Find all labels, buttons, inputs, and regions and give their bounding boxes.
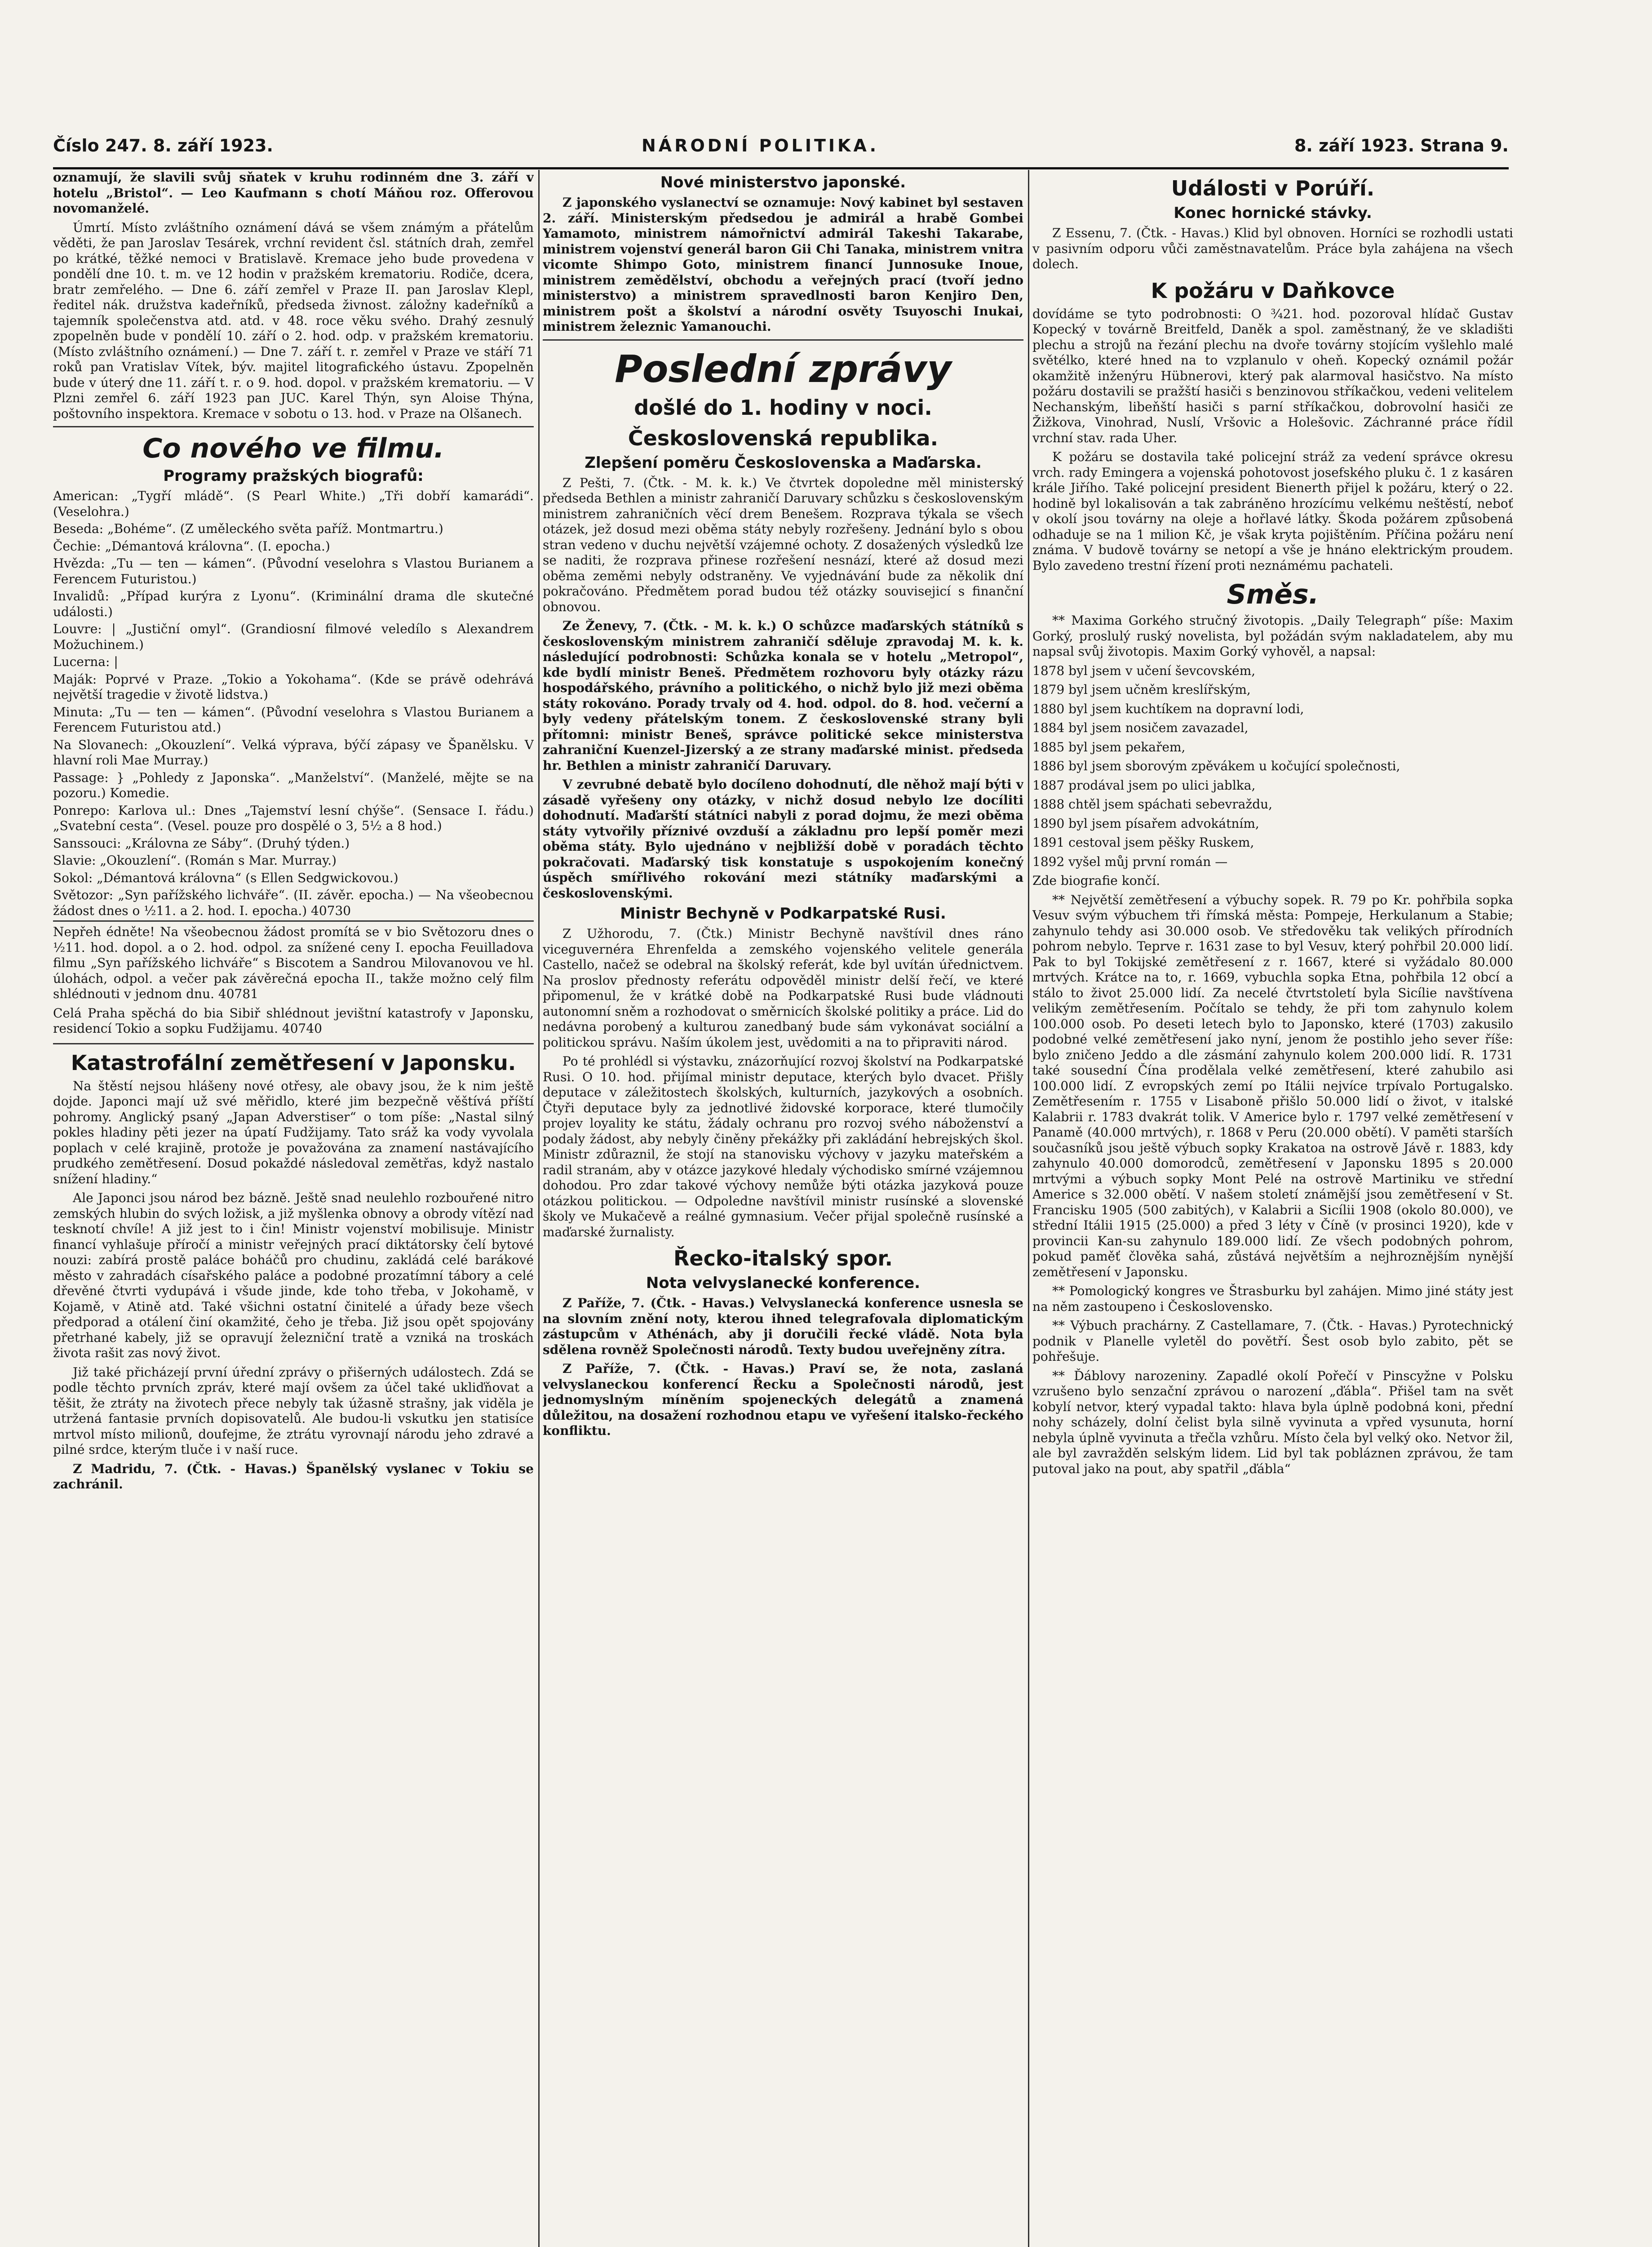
cinema-program: Sanssouci: „Královna ze Sáby“. (Druhý týden.) xyxy=(53,835,350,851)
article-paragraph: dovídáme se tyto podrobnosti: O ¾21. hod. pozoroval hlídač Gustav Kopecký v továrně Breitfeld, Daněk a spol. zaměstnaný, že ve skladišti plechu a strojů na řezání plechu na dvoře továrny stojícím vyšlehlo malé světélko, které hned na to vzplanulo v oheň. Kopecký oznámil požár okamžitě inženýru Hübnerovi, který pak alarmoval hasičstvo. Na místo požáru dostavili se pražští hasiči s benzinovou stříkačkou, vedeni velitelem Nechanským, libeňští hasiči s parní stříkačkou, dobrovolní hasiči ze Žižkova, Vinohrad, Nuslí, Vršovic a Holešovic. Záchranné práce řídil vrchní stav. rada Uher. xyxy=(1032,306,1513,445)
column-2 xyxy=(543,170,1023,2247)
latest-news-title: Poslední zprávy xyxy=(615,346,952,391)
page-header xyxy=(53,136,1509,168)
article-paragraph: Na štěstí nejsou hlášeny nové otřesy, ale obavy jsou, že k nim ještě dojde. Japonci mají už své měřidlo, které jim bezpečně věštívá příští pohromy. Anglický psaný „Japan Adverstiser“ o tom píše: „Nastal silný pokles hladiny pěti jezer na úpatí Fudžijamy. Tato sráž ka vody vyvolala poplach v celé krajině, protože je považována za znamení nastávajícího prudkého zemětřesení. Dosud pokaždé následoval zemětřas, když nastalo snížení hladiny.“ xyxy=(53,1078,534,1186)
header-date-page: 8. září 1923. Strana 9. xyxy=(1294,136,1509,155)
header-rule xyxy=(53,167,1509,169)
cinema-program: Sokol: „Démantová královna“ (s Ellen Sedgwickovou.) xyxy=(53,870,399,885)
cinema-program: Maják: Poprvé v Praze. „Tokio a Yokohama“. (Kde se právě odehrává největší tragedie v životě lidstva.) xyxy=(53,671,534,702)
advert-svetozor: Nepřeh édněte! Na všeobecnou žádost promítá se v bio Světozoru dnes o ½11. hod. dopol. a o 2. hod. odpol. za snížené ceny I. epocha Feuilladova filmu „Syn pařížského lichváře“ s Biscotem a Sandrou Milovanovou ve hl. úlohách, odpol. a večer pak závěrečná epocha II., takže možno celý film shlédnouti v jednom dnu. 40781 xyxy=(53,924,534,1001)
article-paragraph: ** Pomologický kongres ve Štrasburku byl zahájen. Mimo jiné státy jest na něm zastoupeno i Československo. xyxy=(1032,1283,1513,1314)
cinema-program: Lucerna: | xyxy=(53,654,118,669)
article-subtitle: Nota velvyslanecké konference. xyxy=(646,1274,921,1292)
cinema-program: Beseda: „Bohéme“. (Z uměleckého světa paříž. Montmartru.) xyxy=(53,521,443,536)
advert-box xyxy=(53,920,534,1044)
list-item: 1886 byl jsem sborovým zpěvákem u kočující společnosti, xyxy=(1032,759,1400,773)
cinema-program: Passage: } „Pohledy z Japonska“. „Manželství“. (Manželé, mějte se na pozoru.) Komedie. xyxy=(53,770,534,800)
list-item: 1890 byl jsem písařem advokátním, xyxy=(1032,816,1259,831)
article-paragraph: Z Paříže, 7. (Čtk. - Havas.) Velvyslanecká konference usnesla se na slovním znění noty, kterou ihned telegrafovala diplomatickým zástupcům v Athénách, aby ji doručili řecké vládě. Nota byla sdělena rovněž Společnosti národů. Texty budou uveřejněny zítra. xyxy=(543,1296,1023,1357)
list-item: 1879 byl jsem učněm kreslířským, xyxy=(1032,682,1251,697)
gorky-intro: ** Maxima Gorkého stručný životopis. „Daily Telegraph“ píše: Maxim Gorký, proslulý ruský novelista, byl požádán svým nakladatelem, aby mu napsal svůj životopis. Maxim Gorký vyhověl, a napsal: xyxy=(1032,613,1513,659)
cinema-program: American: „Tygří mládě“. (S Pearl White.) „Tři dobří kamarádi“. (Veselohra.) xyxy=(53,488,534,519)
gorky-list xyxy=(1032,663,1513,870)
article-title-ruhr: Události v Porúří. xyxy=(1171,176,1375,200)
section-rule xyxy=(53,426,534,427)
article-title-hungary: Zlepšení poměru Československa a Maďarska. xyxy=(585,453,982,472)
article-paragraph: K požáru se dostavila také policejní stráž za vedení správce okresu vrch. rady Emingera a vojenská pohotovost josefského pluku č. 1 z kasáren krále Jiřího. Také policejní president Bienerth přijel k požáru, který o 22. hodině byl lokalisován a tak zabráněno hrozícímu velkému neštěstí, neboť v okolí jsou továrny na oleje a hořlavé látky. Škoda požárem způsobená odhaduje se na 1 milion Kč, je však kryta pojištěním. Příčina požáru není známa. V budově továrny se netopí a vše je hnáno elektrickým proudem. Bylo zavedeno trestní řízení proti neznámému pachateli. xyxy=(1032,449,1513,573)
cinema-program: Slavie: „Okouzlení“. (Román s Mar. Murray.) xyxy=(53,853,337,868)
column-divider xyxy=(1028,170,1029,2247)
list-item: 1885 byl jsem pekařem, xyxy=(1032,739,1186,755)
article-paragraph: Již také přicházejí první úřední zprávy o přišerných událostech. Zdá se podle těchto prvních zpráv, které mají ovšem za účel také ukliďňovat a těšit, že ztráty na životech přece nebyly tak úžasně strašny, jak viděla je utržená fantasie prvních dopisovatelů. Ale budou-li vskutku jen statisíce mrtvol místo milionů, doufejme, že ztrátu vyrovnají národu jeho zdravé a pilné srdce, kterým tluče i v naší ruce. xyxy=(53,1364,534,1457)
article-paragraph: Ale Japonci jsou národ bez bázně. Ještě snad neulehlo rozbouřené nitro zemských hlubin do svých ložisk, a již myšlenka obnovy a obrody vítězí nad tesknotí chvíle! A již jest to i čin! Ministr vojenství mobilisuje. Ministr financí vyhlašuje příročí a ministr veřejných prací diktátorsky čelí bytové nouzi: zabírá prostě paláce boháčů pro chudinu, zakládá celé barákové město v zahradách císařského paláce a podobné prozatímní tábory a celé dřevěné čtvrti vydupává i všude jinde, kde toho třeba, v Jokohamě, v Kojamě, v Atině atd. Také všichni ostatní činitelé a úřady beze všech předporad a otálení činí okamžité, čeho je třeba. Již jsou opět spojovány přetrhané kabely, již se opravují železniční tratě a vzniká na troskách života rašit zas nový život. xyxy=(53,1190,534,1360)
advert-sibir: Celá Praha spěchá do bia Sibiř shlédnout jevištní katastrofy v Japonsku, residencí Tokio a sopku Fudžijamu. 40740 xyxy=(53,1005,534,1036)
header-issue: Číslo 247. 8. září 1923. xyxy=(53,136,273,155)
header-masthead: NÁRODNÍ POLITIKA. xyxy=(642,136,879,155)
article-paragraph: Z Madridu, 7. (Čtk. - Havas.) Španělský vyslanec v Tokiu se zachránil. xyxy=(53,1461,534,1492)
article-paragraph: Z Pešti, 7. (Čtk. - M. k. k.) Ve čtvrtek dopoledne měl ministerský předseda Bethlen a ministr zahraničí Daruvary schůzku s československým ministrem zahraničních věcí drem Benešem. Rozprava týkala se všech otázek, jež dosud mezi oběma státy nebyly rozřešeny. Jednání bylo s obou stran vedeno v duchu největší vzájemné ochoty. Z dosažených výsledků lze se naditi, že rozprava přinese rozřešení nesnází, které až dosud mezi oběma zeměmi nebyly odstraněny. Ve vyjednávání bude za několik dní pokračováno. Předmětem porad budou též otázky souvisejicí s finanční obnovou. xyxy=(543,475,1023,614)
cinema-program: Světozor: „Syn pařížského lichváře“. (II. závěr. epocha.) — Na všeobecnou žádost dnes o ½11. a 2. hod. I. epocha.) 40730 xyxy=(53,888,534,918)
list-item: 1884 byl jsem nosičem zavazadel, xyxy=(1032,720,1249,735)
cinema-program: Na Slovanech: „Okouzlení“. Velká výprava, býčí zápasy ve Španělsku. V hlavní roli Mae Murray.) xyxy=(53,737,534,768)
gorky-end: Zde biografie končí. xyxy=(1032,873,1160,888)
list-item: 1887 prodával jsem po ulici jablka, xyxy=(1032,777,1256,793)
article-paragraph: Ze Ženevy, 7. (Čtk. - M. k. k.) O schůzce maďarských státníků s československým ministrem zahraničí sděluje zpravodaj M. k. k. následující podrobnosti: Schůzka konala se v hotelu „Metropol“, kde bydlí ministr Beneš. Předmětem rozhovoru byly otázky rázu hospodářského, právního a politického, o nichž bylo již mezi oběma státy rokováno. Porady trvaly od 4. hod. odpol. do 8. hod. večerní a byly vedeny přátelským tonem. Z československé strany byli přítomni: ministr Beneš, správce politické sekce ministerstva zahraniční Kuenzel-Jizerský a ze strany maďarské minist. předseda hr. Bethlen a ministr zahraničí Daruvary. xyxy=(543,618,1023,773)
article-paragraph: Z japonského vyslanectví se oznamuje: Nový kabinet byl sestaven 2. září. Ministerským předsedou je admirál a hrabě Gombei Yamamoto, ministrem námořnictví admirál Takeshi Takarabe, ministrem vojenství generál baron Gii Chi Tanaka, ministrem vnitra vicomte Shimpo Goto, ministrem financí Junnosuke Inoue, ministrem zemědělství, obchodu a veřejných prací (tvoří jedno ministerstvo) a ministrem spravedlnosti baron Kenjiro Den, ministrem pošt a školství a národní osvěty Tsuyoschi Inukai, ministrem železnic Yamanouchi. xyxy=(543,195,1023,334)
film-section-title: Co nového ve filmu. xyxy=(142,433,444,464)
article-paragraph: ** Ďáblovy narozeniny. Zapadlé okolí Pořečí v Pinscyžne v Polsku vzrušeno bylo senzační zprávou o narození „ďábla“. Přišel tam na svět kobylí netvor, který vypadal takto: hlava byla úplně podobná koni, přední nohy scházely, dolní čelist byla silně vyvinuta a vpřed vysunuta, horní nebyla úplně vyvinuta a třečla vzhůru. Místo čela byl velký oko. Netvor žil, ale byl zavražděn selským lidem. Lid byl tak pobláznen zprávou, že tam putoval jako na pout, aby spatřil „ďábla“ xyxy=(1032,1368,1513,1476)
article-paragraph: ** Největší zemětřesení a výbuchy sopek. R. 79 po Kr. pohřbila sopka Vesuv svým výbuchem tři římská města: Pompeje, Herkulanum a Stabie; zahynulo tehdy asi 30.000 osob. Ve středověku tak velikých přírodních pohrom nebylo. Teprve r. 1631 zase to byl Vesuv, který pohřbil 20.000 lidí. Pak to byl Tokijské zemětřesení z r. 1667, které si vyžádalo 80.000 mrtvých. Krátce na to, r. 1669, vybuchla sopka Etna, pohřbila 12 obcí a stálo to život 25.000 lidí. Za necelé čtvrtstoletí byla Sicílie navštívena velikým zemětřesením. Počítalo se tehdy, že při tom zahynulo kolem 100.000 osob. Po deseti letech bylo to Japonsko, které (1703) zakusilo podobné velké zemětřesení jako nyní, jenom že postihlo jeho sever říše: bylo zničeno Jeddo a dle zásmání zahynulo kolem 200.000 lidí. R. 1731 také sousední Čína prodělala velké zemětřesení, které zahubilo asi 100.000 lidí. Z evropských zemí po Itálii nejvíce trpívalo Portugalsko. Zemětřesením r. 1755 v Lisaboně přišlo 50.000 lidí o život, v italské Kalabrii r. 1783 dvakrát tolik. V Americe bylo r. 1797 velké zemětřesení v Panamě (40.000 mrtvých), r. 1868 v Peru (20.000 obětí). V paměti starších současníků jsou ještě výbuch sopky Krakatoa na ostrově Jávě r. 1883, kdy zahynulo 40.000 domorodců, zemětřesení v Japonsku 1895 s 20.000 mrtvými a výbuch sopky Mont Pelé na ostrově Martiniku ve střední Americe s 32.000 obětí. V našem století známější jsou zemětřesení v St. Francisku 1905 (500 zabitých), v Kalabrii a Sicílii 1908 (okolo 80.000), ve střední Itálii 1915 (25.000) a před 3 léty v Číně (v prosinci 1920), kde v provincii Kan-su zahynulo 189.000 lidí. Ze všech podobných pohrom, pokud paměť člověka sahá, zůstává největším a nejhroznějším nynější zemětřesení v Japonsku. xyxy=(1032,892,1513,1279)
article-paragraph: ** Výbuch prachárny. Z Castellamare, 7. (Čtk. - Havas.) Pyrotechnický podnik v Planelle vyletěl do povětří. Šest osob bylo zabito, pět se pohřešuje. xyxy=(1032,1318,1513,1364)
article-title-greek-italian: Řecko-italský spor. xyxy=(673,1246,893,1270)
article-paragraph: V zevrubné debatě bylo docíleno dohodnutí, dle něhož mají býti v zásadě vyřešeny ony otázky, v nichž dosud nebylo lze docíliti dohodnutí. Maďarští státníci nabyli z porad dojmu, že mezi oběma státy vytvořily příznivé ovzduší a základnu pro lepší poměr mezi oběma státy. Bylo ujednáno v nejbližší době v poradách těchto pokračovati. Maďarský tisk konstatuje s uspokojením konečný úspěch smířlivého rokování mezi státníky maďarskými a československými. xyxy=(543,777,1023,901)
film-section-subtitle: Programy pražských biografů: xyxy=(163,467,424,485)
cinema-program: Minuta: „Tu — ten — kámen“. (Původní veselohra s Vlastou Burianem a Ferencem Futuristou atd.) xyxy=(53,704,534,735)
column-divider xyxy=(538,170,540,2247)
section-title-czechoslovakia: Československá republika. xyxy=(628,426,939,450)
article-paragraph: Z Paříže, 7. (Čtk. - Havas.) Praví se, že nota, zaslaná velvyslaneckou konferencí Řecku a Společnosti národů, jest jednomyslným míněním spojeneckých delegátů a znamená důležitou, na dosažení rozhodnou etapu ve vyřešení italsko-řeckého konfliktu. xyxy=(543,1361,1023,1438)
obituary-notices: Úmrtí. Místo zvláštního oznámení dává se všem známým a přátelům věděti, že pan Jaroslav Tesárek, vrchní revident čsl. státních drah, zemřel po krátké, těžké nemoci v Bratislavě. Kremace jeho bude provedena v pondělí dne 10. t. m. ve 12 hodin v pražském krematoriu. Rodiče, dcera, bratr zemřelého. — Dne 6. září zemřel v Praze II. pan Jaroslav Klepl, ředitel nák. družstva kadeřníků, předseda živnost. záložny kadeřníků a tajemník společenstva atd. atd. v 48. roce věku svého. Drahý zesnulý zpopelněn bude v pondělí 10. září o 2. hod. odp. v pražském krematoriu. (Místo zvláštního oznámení.) — Dne 7. září t. r. zemřel v Praze ve stáří 71 roků pan Vratislav Vítek, býv. majitel litografického ústavu. Zpopelněn bude v úterý dne 11. září t. r. o 9. hod. dopol. v pražském krematoriu. — V Plzni zemřel 6. září 1923 pan JUC. Karel Thýn, syn Aloise Thýna, poštovního inspektora. Kremace v sobotu o 13. hod. v Praze na Olšanech. xyxy=(53,220,534,421)
column-1 xyxy=(53,170,534,2247)
article-paragraph: Z Užhorodu, 7. (Čtk.) Ministr Bechyně navštívil dnes ráno viceguvernéra Ehrenfelda a zemského vojenského velitele generála Castello, načež se odebral na školský referát, kde byl uvítán úřednictvem. Na proslov přednosty referátu odpověděl ministr delší řečí, ve které připomenul, že v krátké době na Podkarpatské Rusi bude vládnouti autonomní sněm a rozhodovat o směrnicích školské politiky a práce. Lid do nedávna porobený a kulturou zanedbaný bude sám vykonávat sociální a politickou správu. Naším úkolem jest, uvědomiti a na to připraviti národ. xyxy=(543,926,1023,1050)
article-paragraph: Z Essenu, 7. (Čtk. - Havas.) Klid byl obnoven. Horníci se rozhodli ustati v pasivním odporu vůči zaměstnavatelům. Práce byla zahájena na všech dolech. xyxy=(1032,226,1513,271)
article-title-japan-quake: Katastrofální zemětřesení v Japonsku. xyxy=(71,1050,516,1075)
article-subtitle: Konec hornické stávky. xyxy=(1174,204,1372,222)
cinema-program: Hvězda: „Tu — ten — kámen“. (Původní veselohra s Vlastou Burianem a Ferencem Futuristou.) xyxy=(53,556,534,586)
list-item: 1892 vyšel můj první román — xyxy=(1032,854,1228,869)
cinema-program: Čechie: „Démantová královna“. (I. epocha.) xyxy=(53,538,330,554)
column-3 xyxy=(1032,170,1513,2247)
list-item: 1891 cestoval jsem pěšky Ruskem, xyxy=(1032,835,1254,850)
wedding-notice: oznamují, že slavili svůj sňatek v kruhu rodinném dne 3. září v hotelu „Bristol“. — Leo Kaufmann s chotí Máňou roz. Offerovou novomanželé. xyxy=(53,170,534,216)
article-title-bechyne: Ministr Bechyně v Podkarpatské Rusi. xyxy=(620,905,946,923)
cinema-program: Louvre: | „Justiční omyl“. (Grandiosní filmové veledílo s Alexandrem Možuchinem.) xyxy=(53,622,534,652)
list-item: 1878 byl jsem v učení ševcovském, xyxy=(1032,663,1256,678)
cinema-program: Ponrepo: Karlova ul.: Dnes „Tajemství lesní chýše“. (Sensace I. řádu.) „Svatební cesta“. (Vesel. pouze pro dospělé o 3, 5½ a 8 hod.) xyxy=(53,803,534,833)
cinema-program: Invalidů: „Případ kurýra z Lyonu“. (Kriminální drama dle skutečné události.) xyxy=(53,589,534,619)
latest-news-subtitle: došlé do 1. hodiny v noci. xyxy=(634,395,932,420)
article-title-japan-cabinet: Nové ministerstvo japonské. xyxy=(660,173,906,191)
list-item: 1880 byl jsem kuchtíkem na dopravní lodi, xyxy=(1032,701,1304,716)
section-title-mix: Směs. xyxy=(1227,579,1319,610)
cinema-program-list xyxy=(53,488,534,919)
article-paragraph: Po té prohlédl si výstavku, znázorňující rozvoj školství na Podkarpatské Rusi. O 10. hod. přijímal ministr deputace, kterých bylo dvacet. Přišly deputace v záležitostech školských, kulturních, jazykových a osobních. Čtyři deputace byly za jednotlivé židovské korporace, které tlumočily projev loyality ke státu, žádaly ochranu pro rozvoj svého náboženství a podaly žádost, aby nebyly činěny překážky při zakládání hebrejských škol. Ministr zdůraznil, že stojí na stanovisku výchovy v jazyku mateřském a radil stranám, aby v otázce jazykové hledaly východisko smírné vzájemnou dohodou. Pro zdar takové výchovy nemůže býti otázka jazyková pouze otázkou politickou. — Odpoledne navštívil ministr rusínské a slovenské školy ve Mukačevě a reálné gymnasium. Večer přijal společně rusínské a maďarské žurnalisty. xyxy=(543,1054,1023,1239)
section-rule xyxy=(543,339,1023,341)
list-item: 1888 chtěl jsem spáchati sebevraždu, xyxy=(1032,797,1273,812)
article-title-fire: K požáru v Daňkovce xyxy=(1151,278,1395,303)
